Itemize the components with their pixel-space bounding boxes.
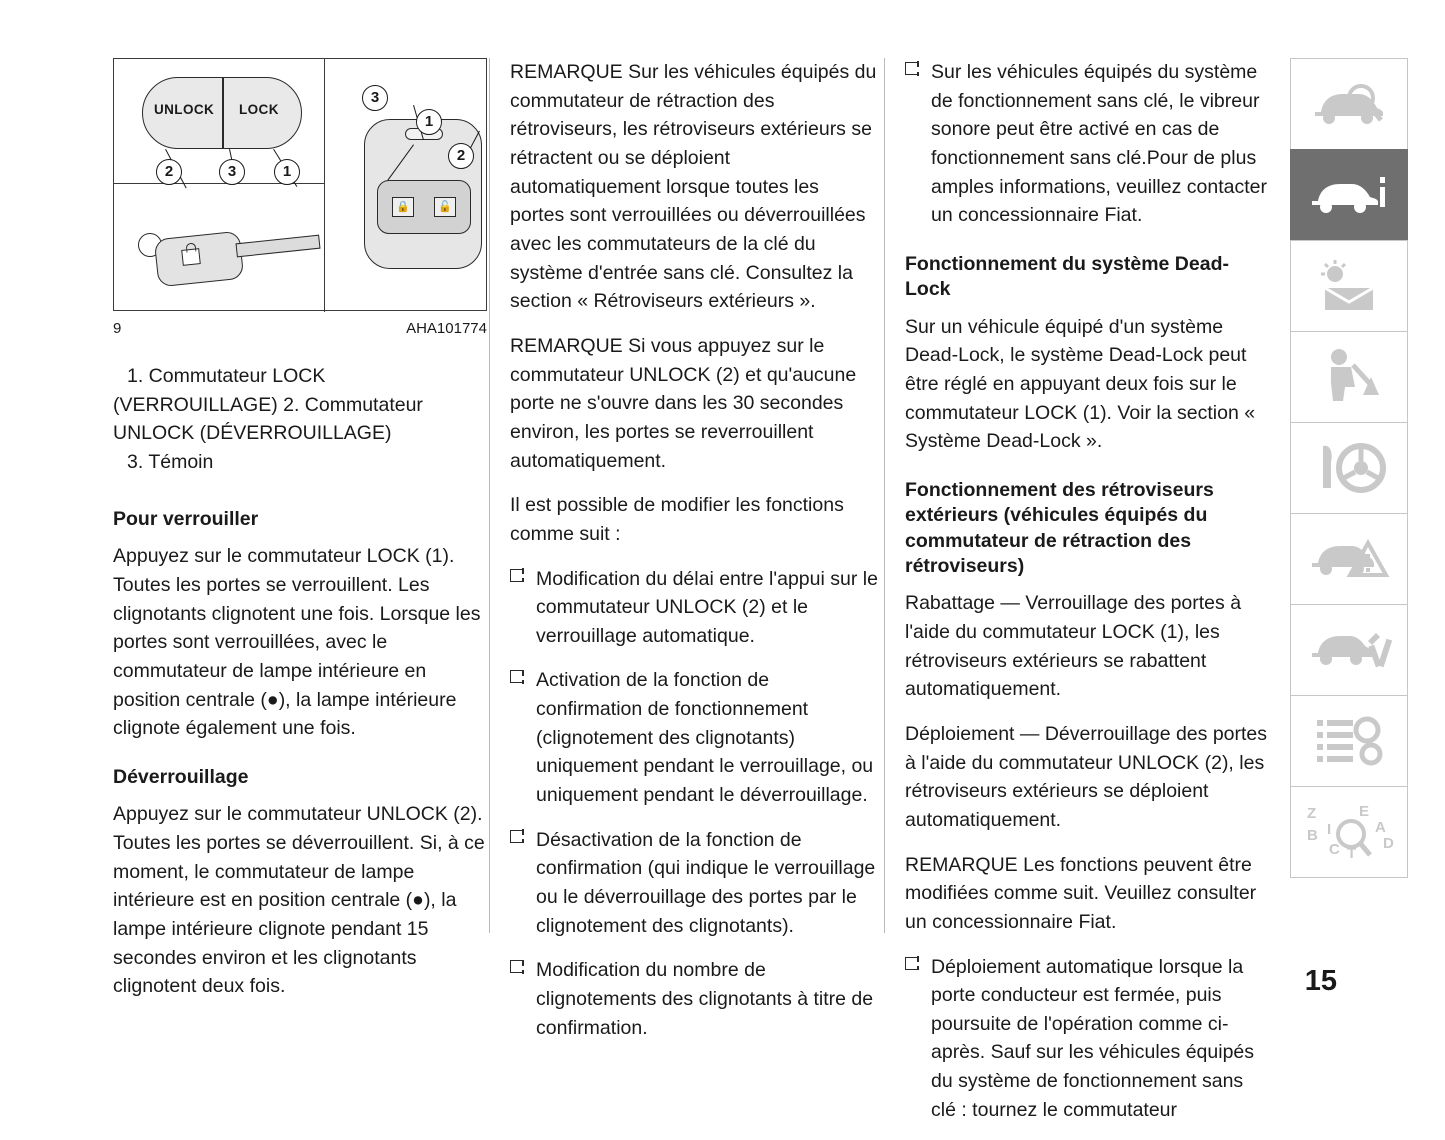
figure-caption <box>113 320 487 337</box>
legend-line-2: (VERROUILLAGE) 2. Commutateur <box>113 393 423 416</box>
rail-item-seatbelt-safety[interactable] <box>1290 331 1408 423</box>
car-warning-icon <box>1291 533 1407 585</box>
paragraph-verrouiller: Appuyez sur le commutateur LOCK (1). Toutes les portes se verrouillent. Les clignotants clignotent une fois. Lorsque les portes sont verrouillées, avec le commutateur de lampe intérieure en position centrale (●), la lampe intérieure clignote également une fois. <box>113 545 481 740</box>
square-bullet-icon <box>510 569 523 582</box>
svg-text:T: T <box>1347 845 1357 862</box>
keyless-fob-illustration <box>364 119 482 269</box>
svg-text:E: E <box>1359 803 1370 820</box>
heading-mirrors: Fonctionnement des rétroviseurs extérieurs (véhicules équipés du commutateur de rétraction des rétroviseurs) <box>905 478 1214 577</box>
rail-item-dashboard-lights[interactable] <box>1290 240 1408 332</box>
rail-item-car-info[interactable] <box>1290 149 1408 241</box>
bullet-text: Sur les véhicules équipés du système de fonctionnement sans clé, le vibreur sonore peut être activé en cas de fonctionnement sans clé.Pour de plus amples informations, veuillez contacter un concessionnaire Fiat. <box>931 61 1267 227</box>
bullet-text: Modification du nombre de clignotements des clignotants à titre de confirmation. <box>536 959 874 1039</box>
steering-wheel-icon <box>1291 440 1407 496</box>
key-blade <box>235 235 320 258</box>
paragraph-fold: Rabattage — Verrouillage des portes à l'aide du commutateur LOCK (1), les rétroviseurs extérieurs se rabattent automatiquement. <box>905 592 1242 701</box>
paragraph-deverrouillage: Appuyez sur le commutateur UNLOCK (2). Toutes les portes se déverrouillent. Si, à ce moment, le commutateur de lampe intérieure est en position centrale (●), la lampe intérieure clignote pendant 15 secondes environ et les clignotants clignotent deux fois. <box>113 803 485 998</box>
dashboard-lights-icon <box>1291 258 1407 314</box>
key-lock-icon <box>181 248 201 266</box>
paragraph-dead-lock: Sur un véhicule équipé d'un système Dead-Lock, le système Dead-Lock peut être réglé en appuyant deux fois sur le commutateur LOCK (1). Voir la section « Système Dead-Lock ». <box>905 315 1256 453</box>
car-maintenance-icon <box>1291 625 1407 675</box>
fob-button-panel <box>377 180 471 234</box>
heading-deverrouillage: Déverrouillage <box>113 765 249 788</box>
fob-lock-button: 🔒 <box>392 197 414 217</box>
svg-text:D: D <box>1383 835 1394 852</box>
figure-number: 9 <box>113 320 122 337</box>
figure-legend <box>113 362 487 477</box>
rail-item-steering-wheel[interactable] <box>1290 422 1408 514</box>
callout-2-right: 2 <box>448 143 474 169</box>
bullet-item <box>510 565 878 651</box>
key-illustration <box>136 219 322 291</box>
square-bullet-icon <box>510 830 523 843</box>
section-tab-rail <box>1290 58 1408 877</box>
specifications-icon <box>1291 714 1407 768</box>
rail-item-car-warning[interactable] <box>1290 513 1408 605</box>
bullet-item <box>905 58 1273 230</box>
legend-line-3: UNLOCK (DÉVERROUILLAGE) <box>113 422 392 445</box>
paragraph-unfold: Déploiement — Déverrouillage des portes à l'aide du commutateur UNLOCK (2), les rétroviseurs extérieurs se déploient automatiquement. <box>905 722 1268 831</box>
heading-dead-lock: Fonctionnement du système Dead-Lock <box>905 252 1229 301</box>
legend-line-4: 3. Témoin <box>127 450 214 473</box>
rail-item-alphabetical-index[interactable] <box>1290 786 1408 878</box>
remote-split-line <box>222 78 224 148</box>
callout-2: 2 <box>156 159 182 185</box>
callout-3: 3 <box>219 159 245 185</box>
column-1 <box>113 485 488 1017</box>
alphabetical-index-icon <box>1291 802 1407 862</box>
bullet-text: Modification du délai entre l'appui sur le commutateur UNLOCK (2) et le verrouillage automatique. <box>536 567 878 647</box>
svg-text:A: A <box>1375 819 1386 836</box>
square-bullet-icon <box>510 960 523 973</box>
rail-item-car-maintenance[interactable] <box>1290 604 1408 696</box>
bullet-text: Activation de la fonction de confirmation de fonctionnement (clignotement des clignotants) uniquement pendant le verrouillage, ou uniquement pendant le déverrouillage. <box>536 669 874 807</box>
square-bullet-icon <box>905 62 918 75</box>
seatbelt-safety-icon <box>1291 347 1407 407</box>
svg-text:Z: Z <box>1307 805 1317 822</box>
note-functions: REMARQUE Les fonctions peuvent être modifiées comme suit. Veuillez consulter un concessionnaire Fiat. <box>905 853 1257 933</box>
column-divider-2 <box>884 58 885 933</box>
figure-code: AHA101774 <box>406 320 487 337</box>
square-bullet-icon <box>510 670 523 683</box>
column-2 <box>510 58 878 1058</box>
figure-key-remote <box>113 58 487 311</box>
square-bullet-icon <box>905 957 918 970</box>
note-relock: REMARQUE Si vous appuyez sur le commutateur UNLOCK (2) et qu'aucune porte ne s'ouvre dans les 30 secondes environ, les portes se reverrouillent automatiquement. <box>510 334 857 472</box>
rail-item-specifications[interactable] <box>1290 695 1408 787</box>
callout-1-right: 1 <box>416 109 442 135</box>
note-mirrors: REMARQUE Sur les véhicules équipés du commutateur de rétraction des rétroviseurs, les rétroviseurs extérieurs se rétractent ou se déploient automatiquement lorsque toutes les portes sont verrouillées ou déverrouillées avec les commutateurs de la clé du système d'entrée sans clé. Consultez la section « Rétroviseurs extérieurs ». <box>510 61 877 313</box>
remote-lock-unlock-buttons <box>142 77 302 149</box>
car-search-icon <box>1291 78 1407 130</box>
bullet-text: Déploiement automatique lorsque la porte conducteur est fermée, puis poursuite de l'opération comme ci-après. Sauf sur les véhicules équipés du système de fonctionnement sans clé : tournez le commutateur <box>931 955 1255 1121</box>
column-divider-1 <box>489 58 490 933</box>
legend-line-1: 1. Commutateur LOCK <box>127 365 326 387</box>
bullet-text: Désactivation de la fonction de confirmation (qui indique le verrouillage ou le déverrouillage des portes par le clignotement des clignotants). <box>536 828 876 937</box>
remote-unlock-label: UNLOCK <box>154 102 215 117</box>
callout-3-right: 3 <box>362 85 388 111</box>
bullet-item <box>510 826 878 941</box>
bullet-item <box>510 666 878 809</box>
callout-1: 1 <box>274 159 300 185</box>
svg-text:I: I <box>1327 821 1332 838</box>
bullet-item <box>510 956 878 1042</box>
rail-item-car-search[interactable] <box>1290 58 1408 150</box>
figure-divider-vertical <box>324 59 325 312</box>
svg-text:C: C <box>1329 841 1340 858</box>
column-3 <box>905 58 1273 1140</box>
remote-lock-label: LOCK <box>239 102 279 117</box>
car-info-icon <box>1291 171 1407 219</box>
heading-pour-verrouiller: Pour verrouiller <box>113 508 259 530</box>
paragraph-functions-intro: Il est possible de modifier les fonctions comme suit : <box>510 494 844 545</box>
bullet-item <box>905 953 1273 1125</box>
page-number: 15 <box>1304 965 1337 997</box>
fob-unlock-button: 🔓 <box>434 197 456 217</box>
svg-text:B: B <box>1307 827 1318 844</box>
